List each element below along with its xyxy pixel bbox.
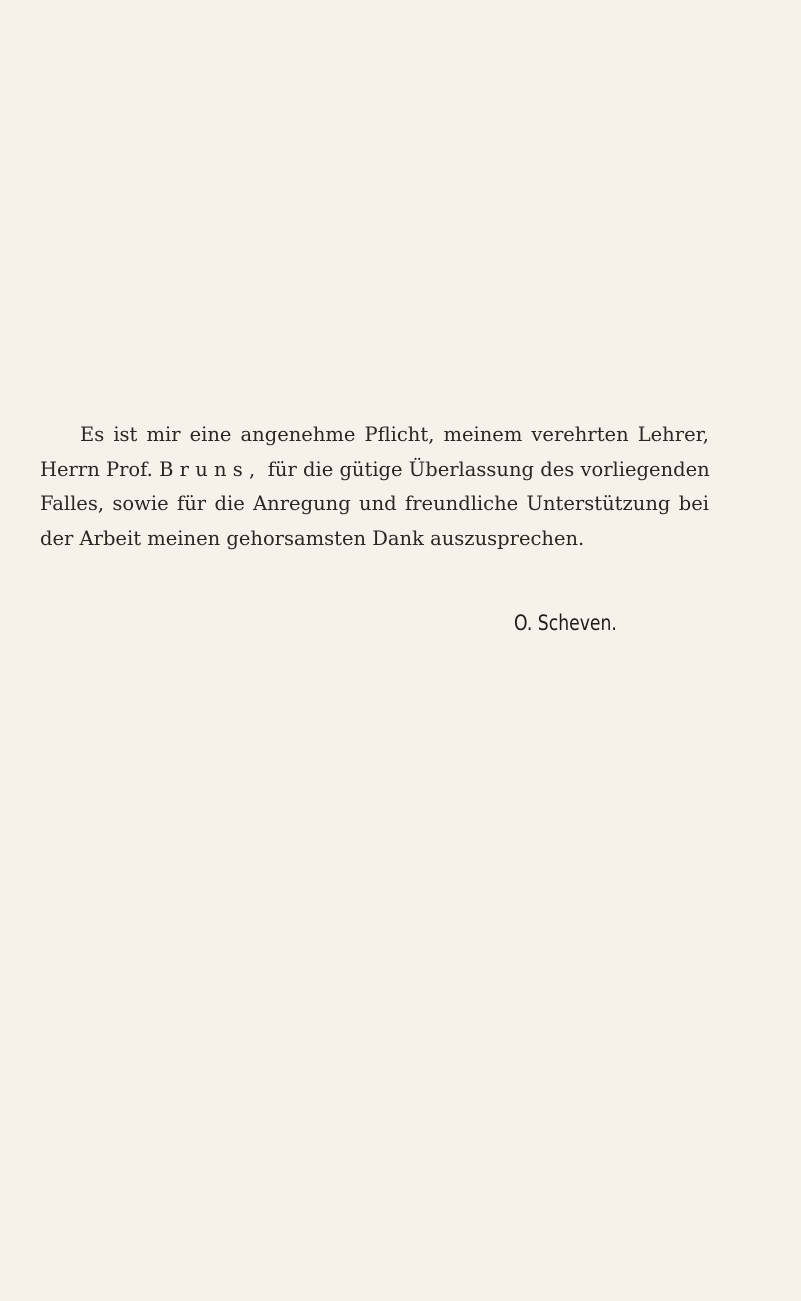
line2-prefix: Herrn Prof.: [40, 457, 153, 481]
author-signature: O. Scheven.: [514, 611, 617, 635]
line2-suffix: für die gütige Überlassung des vorliegenden: [267, 457, 710, 481]
paragraph-line-2: [40, 453, 709, 488]
paragraph-line-3: Falles, sowie für die Anregung und freundliche Unterstützung bei: [40, 492, 709, 516]
acknowledgement-paragraph: [40, 418, 709, 556]
paragraph-line-4: der Arbeit meinen gehorsamsten Dank auszusprechen.: [40, 526, 585, 550]
name-bruns: Bruns,: [159, 457, 262, 481]
paragraph-line-1: Es ist mir eine angenehme Pflicht, meinem verehrten Lehrer,: [80, 423, 709, 446]
